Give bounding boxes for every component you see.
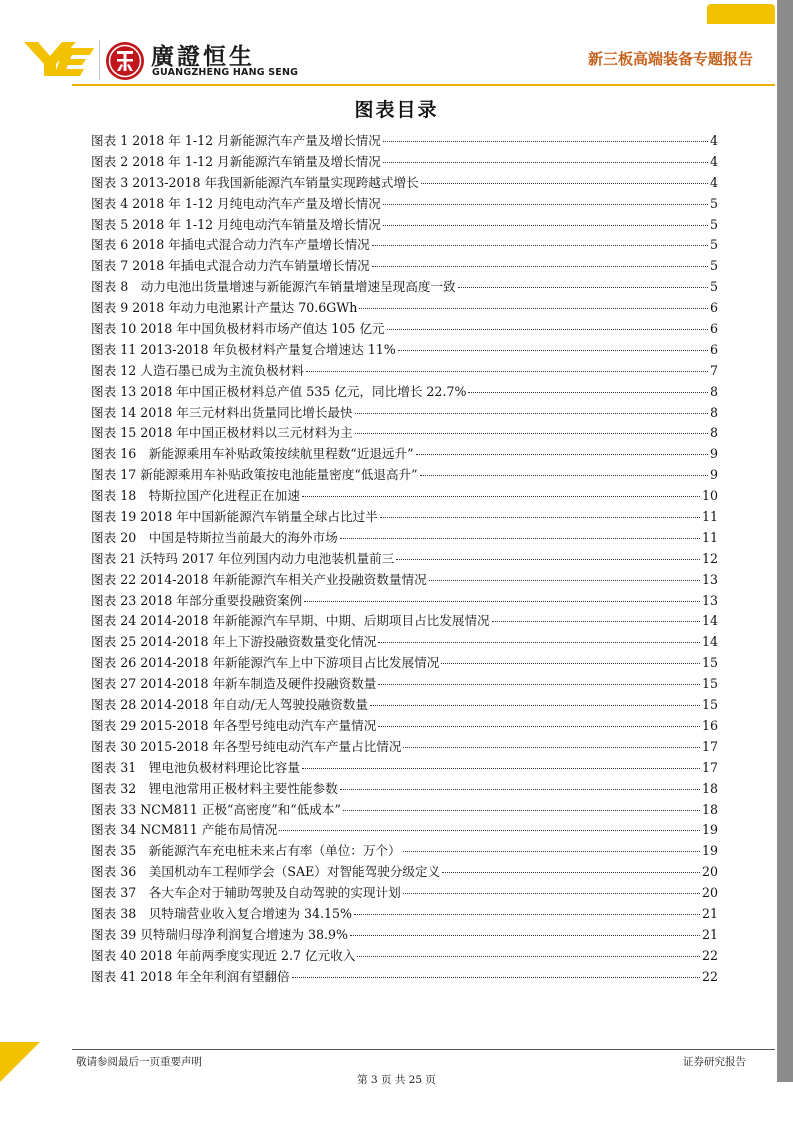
toc-entry[interactable] xyxy=(91,820,718,841)
toc-entry-label: 图表 11 2013-2018 年负极材料产量复合增速达 11% xyxy=(91,341,396,357)
toc-entry[interactable] xyxy=(91,674,718,695)
toc-entry-page: 13 xyxy=(701,592,718,608)
toc-entry-label: 图表 21 沃特玛 2017 年位列国内动力电池装机量前三 xyxy=(91,550,395,566)
toc-leader-dots xyxy=(372,266,708,267)
toc-entry-label: 图表 13 2018 年中国正极材料总产值 535 亿元，同比增长 22.7% xyxy=(91,383,467,399)
toc-entry-label: 图表 16 新能源乘用车补贴政策按续航里程数“近退远升” xyxy=(91,446,414,462)
toc-entry[interactable] xyxy=(91,256,718,277)
toc-entry-page: 14 xyxy=(701,634,718,650)
toc-entry-label: 图表 31 锂电池负极材料理论比容量 xyxy=(91,759,300,775)
toc-leader-dots xyxy=(387,329,708,330)
toc-entry-page: 10 xyxy=(701,488,718,504)
toc-entry-label: 图表 15 2018 年中国正极材料以三元材料为主 xyxy=(91,425,353,441)
toc-entry-page: 6 xyxy=(709,321,718,337)
logo-divider xyxy=(99,40,100,80)
toc-leader-dots xyxy=(383,162,708,163)
footer-disclaimer: 敬请参阅最后一页重要声明 xyxy=(76,1056,202,1068)
toc-leader-dots xyxy=(304,601,700,602)
toc-leader-dots xyxy=(380,517,700,518)
ye-logo-icon xyxy=(24,42,94,76)
toc-entry-page: 19 xyxy=(701,822,718,838)
toc-leader-dots xyxy=(378,726,700,727)
toc-entry[interactable] xyxy=(91,298,718,319)
toc-entry[interactable] xyxy=(91,486,718,507)
toc-entry[interactable] xyxy=(91,946,718,967)
toc-entry[interactable] xyxy=(91,862,718,883)
toc-entry-page: 12 xyxy=(701,550,718,566)
toc-entry[interactable] xyxy=(91,403,718,424)
toc-entry[interactable] xyxy=(91,173,718,194)
toc-leader-dots xyxy=(396,559,700,560)
toc-entry-label: 图表 41 2018 年全年利润有望翻倍 xyxy=(91,968,290,984)
toc-entry[interactable] xyxy=(91,528,718,549)
toc-entry-label: 图表 18 特斯拉国产化进程正在加速 xyxy=(91,488,300,504)
toc-entry-page: 4 xyxy=(709,174,718,190)
toc-leader-dots xyxy=(383,141,708,142)
toc-leader-dots xyxy=(343,810,700,811)
toc-entry-label: 图表 14 2018 年三元材料出货量同比增长最快 xyxy=(91,404,353,420)
toc-entry[interactable] xyxy=(91,737,718,758)
toc-entry[interactable] xyxy=(91,382,718,403)
toc-entry[interactable] xyxy=(91,611,718,632)
toc-entry-label: 图表 38 贝特瑞营业收入复合增速为 34.15% xyxy=(91,905,352,921)
toc-entry-page: 5 xyxy=(709,237,718,253)
toc-entry[interactable] xyxy=(91,215,718,236)
toc-entry-label: 图表 10 2018 年中国负极材料市场产值达 105 亿元 xyxy=(91,321,385,337)
toc-entry[interactable] xyxy=(91,591,718,612)
toc-entry-page: 6 xyxy=(709,341,718,357)
toc-leader-dots xyxy=(370,705,700,706)
toc-entry[interactable] xyxy=(91,152,718,173)
toc-entry-page: 8 xyxy=(709,404,718,420)
toc-entry-page: 18 xyxy=(701,801,718,817)
toc-entry-label: 图表 30 2015-2018 年各型号纯电动汽车产量占比情况 xyxy=(91,738,402,754)
toc-leader-dots xyxy=(403,747,699,748)
toc-entry-label: 图表 40 2018 年前两季度实现近 2.7 亿元收入 xyxy=(91,947,356,963)
toc-entry-page: 15 xyxy=(701,655,718,671)
toc-leader-dots xyxy=(355,413,708,414)
toc-entry-page: 8 xyxy=(709,383,718,399)
toc-entry[interactable] xyxy=(91,131,718,152)
toc-entry-label: 图表 5 2018 年 1-12 月纯电动汽车销量及增长情况 xyxy=(91,216,381,232)
toc-entry-label: 图表 2 2018 年 1-12 月新能源汽车销量及增长情况 xyxy=(91,153,381,169)
toc-entry[interactable] xyxy=(91,361,718,382)
toc-leader-dots xyxy=(357,956,700,957)
toc-leader-dots xyxy=(458,287,708,288)
toc-entry-label: 图表 6 2018 年插电式混合动力汽车产量增长情况 xyxy=(91,237,370,253)
toc-entry-page: 13 xyxy=(701,571,718,587)
toc-entry[interactable] xyxy=(91,925,718,946)
toc-entry[interactable] xyxy=(91,507,718,528)
toc-leader-dots xyxy=(420,475,708,476)
toc-entry-label: 图表 32 锂电池常用正极材料主要性能参数 xyxy=(91,780,338,796)
toc-leader-dots xyxy=(441,663,700,664)
toc-entry-label: 图表 36 美国机动车工程师学会（SAE）对智能驾驶分级定义 xyxy=(91,864,441,880)
toc-entry[interactable] xyxy=(91,340,718,361)
toc-entry-label: 图表 34 NCM811 产能布局情况 xyxy=(91,822,278,838)
toc-entry[interactable] xyxy=(91,423,718,444)
toc-entry-page: 22 xyxy=(701,947,718,963)
toc-entry-page: 19 xyxy=(701,843,718,859)
toc-entry[interactable] xyxy=(91,194,718,215)
toc-entry-label: 图表 35 新能源汽车充电桩未来占有率（单位：万个） xyxy=(91,843,401,859)
footer-doc-type: 证券研究报告 xyxy=(683,1056,746,1068)
toc-entry-page: 16 xyxy=(701,717,718,733)
toc-entry-page: 15 xyxy=(701,697,718,713)
toc-entry-page: 11 xyxy=(701,529,718,545)
toc-entry-label: 图表 22 2014-2018 年新能源汽车相关产业投融资数量情况 xyxy=(91,571,427,587)
toc-entry-page: 21 xyxy=(701,905,718,921)
toc-leader-dots xyxy=(378,684,700,685)
toc-entry[interactable] xyxy=(91,319,718,340)
header-divider xyxy=(72,84,775,86)
toc-entry-label: 图表 1 2018 年 1-12 月新能源汽车产量及增长情况 xyxy=(91,133,381,148)
toc-entry-page: 8 xyxy=(709,425,718,441)
toc-leader-dots xyxy=(383,225,708,226)
toc-entry-label: 图表 7 2018 年插电式混合动力汽车销量增长情况 xyxy=(91,258,370,274)
toc-entry[interactable] xyxy=(91,235,718,256)
toc-entry[interactable] xyxy=(91,570,718,591)
toc-leader-dots xyxy=(372,245,708,246)
toc-entry-label: 图表 17 新能源乘用车补贴政策按电池能量密度“低退高升” xyxy=(91,467,418,483)
toc-entry-label: 图表 26 2014-2018 年新能源汽车上中下游项目占比发展情况 xyxy=(91,655,440,671)
brand-name-cn: 廣證恒生 xyxy=(151,44,255,70)
toc-leader-dots xyxy=(355,433,708,434)
toc-entry-label: 图表 39 贝特瑞归母净利润复合增速为 38.9% xyxy=(91,926,348,942)
toc-leader-dots xyxy=(350,935,700,936)
company-seal-icon xyxy=(104,40,146,82)
toc-entry-label: 图表 20 中国是特斯拉当前最大的海外市场 xyxy=(91,529,338,545)
brand-name-en: GUANGZHENG HANG SENG xyxy=(152,67,299,78)
toc-entry-label: 图表 25 2014-2018 年上下游投融资数量变化情况 xyxy=(91,634,377,650)
toc-entry-page: 20 xyxy=(701,864,718,880)
toc-entry[interactable] xyxy=(91,967,718,988)
toc-leader-dots xyxy=(403,851,700,852)
toc-entry[interactable] xyxy=(91,779,718,800)
toc-entry-page: 6 xyxy=(709,300,718,316)
toc-entry[interactable] xyxy=(91,444,718,465)
toc-leader-dots xyxy=(429,580,700,581)
toc-entry-label: 图表 27 2014-2018 年新车制造及硬件投融资数量 xyxy=(91,676,377,692)
toc-entry-page: 21 xyxy=(701,926,718,942)
toc-entry-page: 20 xyxy=(701,885,718,901)
toc-entry-page: 9 xyxy=(709,446,718,462)
toc-entry[interactable] xyxy=(91,841,718,862)
toc-entry-label: 图表 37 各大车企对于辅助驾驶及自动驾驶的实现计划 xyxy=(91,885,401,901)
header-tab-accent xyxy=(707,4,775,24)
toc-entry-label: 图表 3 2013-2018 年我国新能源汽车销量实现跨越式增长 xyxy=(91,174,419,190)
toc-entry[interactable] xyxy=(91,883,718,904)
footer-page-number: 第 3 页 共 25 页 xyxy=(357,1074,436,1086)
footer-divider xyxy=(72,1049,775,1050)
toc-entry-page: 9 xyxy=(709,467,718,483)
toc-entry-page: 11 xyxy=(701,509,718,525)
toc-entry-page: 5 xyxy=(709,195,718,211)
toc-leader-dots xyxy=(306,371,708,372)
toc-leader-dots xyxy=(354,914,700,915)
toc-entry-page: 5 xyxy=(709,216,718,232)
toc-entry-label: 图表 33 NCM811 正极“高密度”和“低成本” xyxy=(91,801,341,817)
toc-entry[interactable] xyxy=(91,653,718,674)
toc-leader-dots xyxy=(492,621,700,622)
toc-leader-dots xyxy=(398,350,708,351)
toc-heading: 图表目录 xyxy=(354,99,439,121)
toc-entry[interactable] xyxy=(91,549,718,570)
toc-entry-page: 15 xyxy=(701,676,718,692)
toc-leader-dots xyxy=(378,642,700,643)
toc-entry-label: 图表 19 2018 年中国新能源汽车销量全球占比过半 xyxy=(91,509,378,525)
toc-leader-dots xyxy=(359,308,708,309)
toc-entry-label: 图表 4 2018 年 1-12 月纯电动汽车产量及增长情况 xyxy=(91,195,381,211)
toc-entry-page: 17 xyxy=(701,759,718,775)
toc-entry-label: 图表 24 2014-2018 年新能源汽车早期、中期、后期项目占比发展情况 xyxy=(91,613,490,629)
toc-entry-page: 4 xyxy=(709,133,718,148)
report-title: 新三板高端装备专题报告 xyxy=(587,50,753,68)
toc-entry-label: 图表 29 2015-2018 年各型号纯电动汽车产量情况 xyxy=(91,717,377,733)
toc-entry-page: 17 xyxy=(701,738,718,754)
toc-entry[interactable] xyxy=(91,800,718,821)
toc-leader-dots xyxy=(340,538,700,539)
toc-entry[interactable] xyxy=(91,465,718,486)
toc-entry-page: 22 xyxy=(701,968,718,984)
toc-entry[interactable] xyxy=(91,695,718,716)
toc-leader-dots xyxy=(421,183,708,184)
toc-entry[interactable] xyxy=(91,758,718,779)
toc-leader-dots xyxy=(416,454,708,455)
toc-entry-page: 18 xyxy=(701,780,718,796)
toc-list xyxy=(91,131,718,988)
toc-entry-page: 7 xyxy=(709,362,718,378)
right-margin-bar xyxy=(777,0,793,1082)
toc-entry-label: 图表 23 2018 年部分重要投融资案例 xyxy=(91,592,303,608)
toc-entry[interactable] xyxy=(91,716,718,737)
toc-leader-dots xyxy=(292,977,700,978)
toc-leader-dots xyxy=(302,768,700,769)
toc-leader-dots xyxy=(403,893,700,894)
toc-entry-label: 图表 28 2014-2018 年自动/无人驾驶投融资数量 xyxy=(91,697,368,713)
toc-leader-dots xyxy=(383,204,708,205)
toc-entry-page: 4 xyxy=(709,153,718,169)
toc-entry-label: 图表 9 2018 年动力电池累计产量达 70.6GWh xyxy=(91,300,358,316)
toc-entry-label: 图表 12 人造石墨已成为主流负极材料 xyxy=(91,362,304,378)
toc-leader-dots xyxy=(279,830,700,831)
toc-entry[interactable] xyxy=(91,904,718,925)
toc-entry-page: 5 xyxy=(709,279,718,295)
toc-leader-dots xyxy=(468,392,708,393)
toc-entry[interactable] xyxy=(91,277,718,298)
toc-entry[interactable] xyxy=(91,632,718,653)
toc-leader-dots xyxy=(302,496,700,497)
toc-entry-page: 5 xyxy=(709,258,718,274)
toc-leader-dots xyxy=(340,789,700,790)
toc-entry-page: 14 xyxy=(701,613,718,629)
toc-entry-label: 图表 8 动力电池出货量增速与新能源汽车销量增速呈现高度一致 xyxy=(91,279,456,295)
toc-leader-dots xyxy=(442,872,700,873)
